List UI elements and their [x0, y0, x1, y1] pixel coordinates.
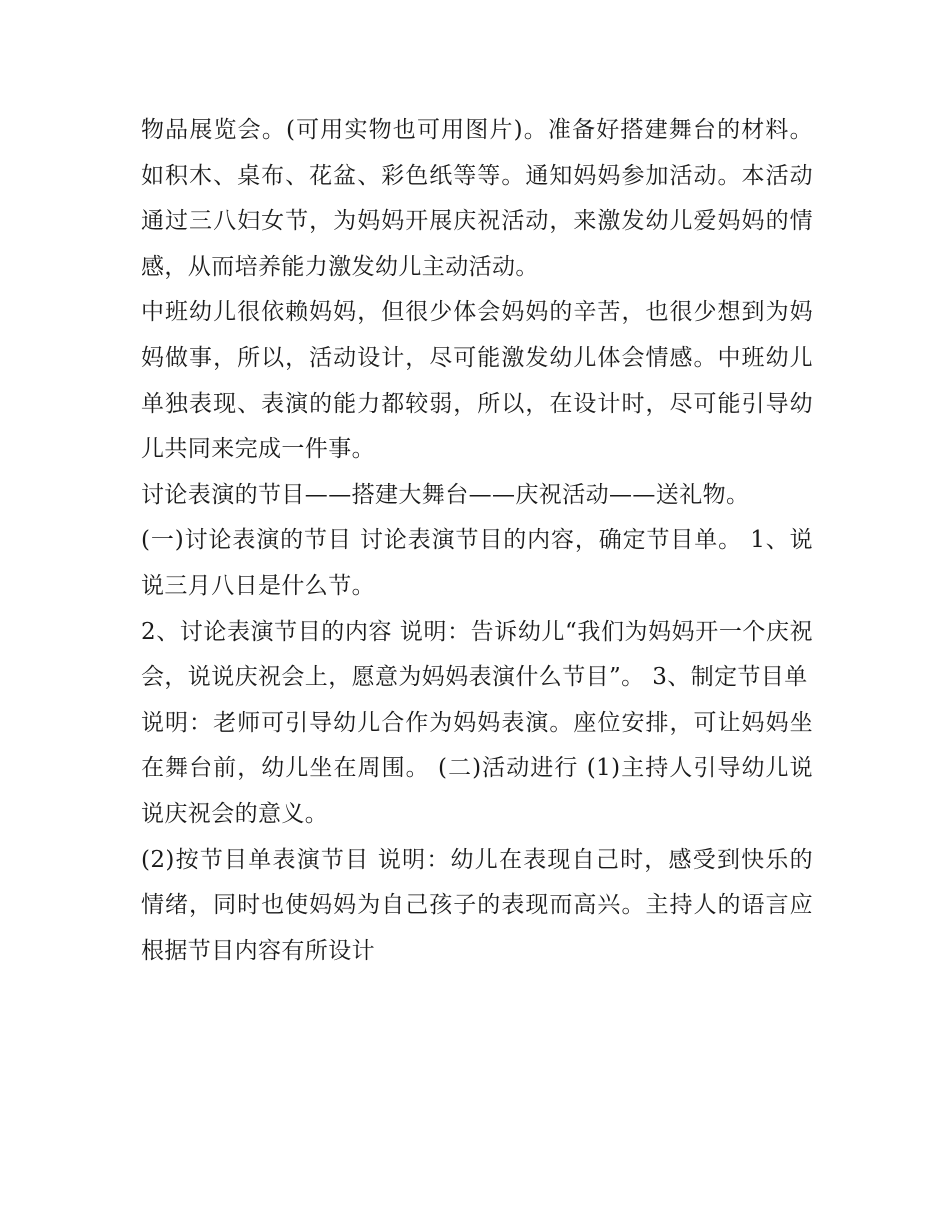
paragraph-seating: 说明：老师可引导幼儿合作为妈妈表演。座位安排，可让妈妈坐在舞台前，幼儿坐在周围。 (二)活动进行 (1)主持人引导幼儿说说庆祝会的意义。: [141, 709, 813, 827]
paragraph-activity-flow: 讨论表演的节目——搭建大舞台——庆祝活动——送礼物。: [141, 481, 750, 508]
paragraph-step-one: (一)讨论表演的节目 讨论表演节目的内容，确定节目单。 1、说说三月八日是什么节。: [141, 527, 813, 599]
paragraph-performance: (2)按节目单表演节目 说明：幼儿在表现自己时，感受到快乐的情绪，同时也使妈妈为自己孩子的表现而高兴。主持人的语言应根据节目内容有所设计: [141, 846, 813, 964]
paragraph-rationale: 中班幼儿很依赖妈妈，但很少体会妈妈的辛苦，也很少想到为妈妈做事，所以，活动设计，尽可能激发幼儿体会情感。中班幼儿单独表现、表演的能力都较弱，所以，在设计时，尽可能引导幼儿共同来完成一件事。: [141, 299, 813, 463]
paragraph-step-two: 2、讨论表演节目的内容 说明：告诉幼儿“我们为妈妈开一个庆祝会，说说庆祝会上，愿意为妈妈表演什么节目”。 3、制定节目单: [141, 618, 813, 691]
document-body: [141, 108, 813, 974]
paragraph-materials: 物品展览会。(可用实物也可用图片)。准备好搭建舞台的材料。如积木、桌布、花盆、彩色纸等等。通知妈妈参加活动。本活动通过三八妇女节，为妈妈开展庆祝活动，来激发幼儿爱妈妈的情感，从而培养能力激发幼儿主动活动。: [141, 117, 813, 280]
